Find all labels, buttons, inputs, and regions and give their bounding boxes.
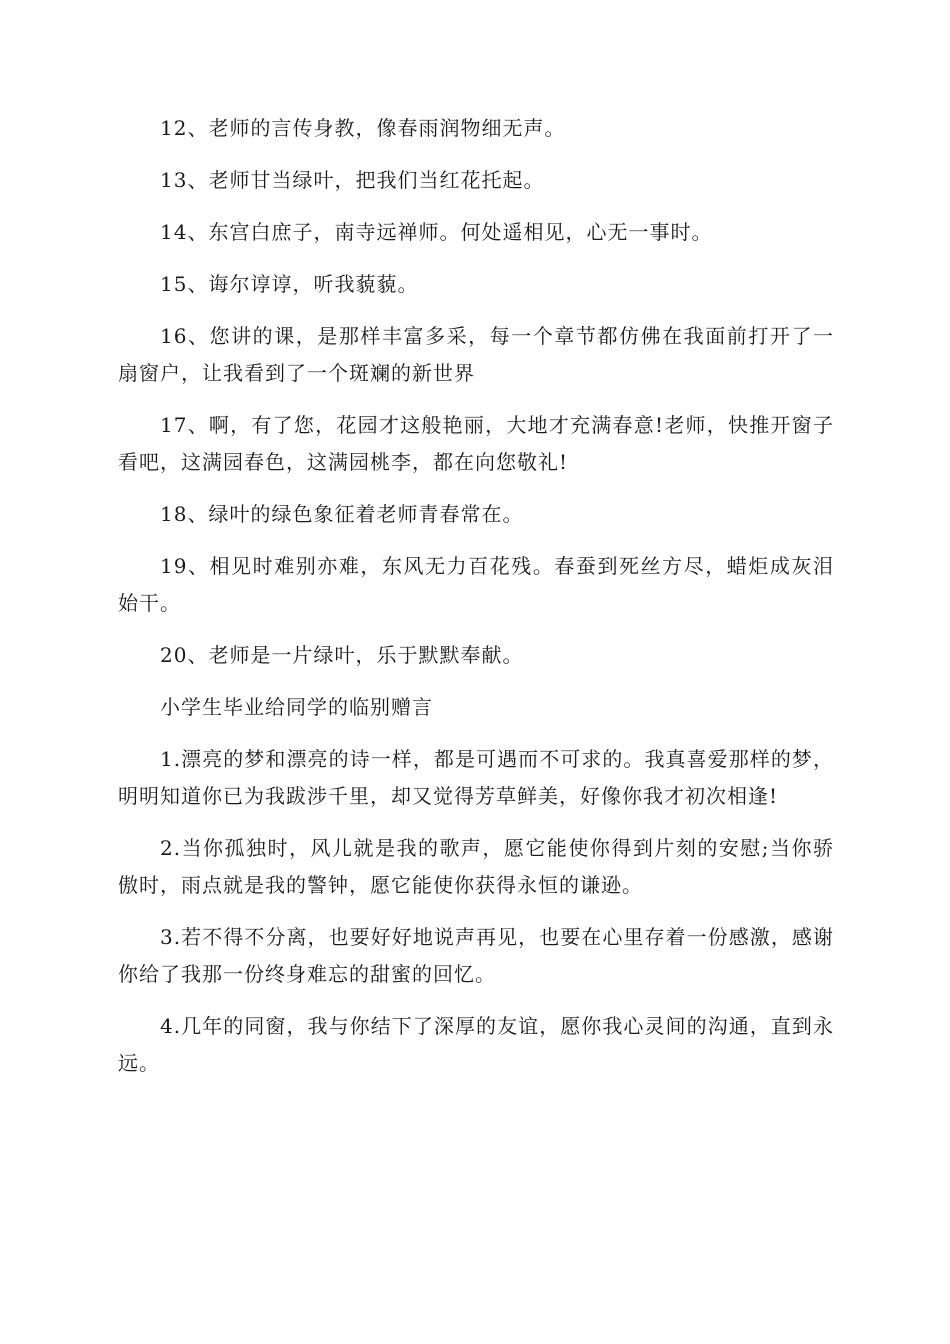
paragraph-14: 14、东宫白庶子，南寺远禅师。何处遥相见，心无一事时。 [160,220,713,244]
paragraph-16: 16、您讲的课，是那样丰富多采，每一个章节都仿佛在我面前打开了一扇窗户，让我看到了一个斑斓的新世界 [118,324,834,385]
paragraph-15: 15、诲尔谆谆，听我藐藐。 [160,272,419,296]
paragraph-17: 17、啊，有了您，花园才这般艳丽，大地才充满春意!老师，快推开窗子看吧，这满园春色，这满园桃李，都在向您敬礼! [118,413,834,474]
document-body [118,110,834,1097]
farewell-4: 4.几年的同窗，我与你结下了深厚的友谊，愿你我心灵间的沟通，直到永远。 [118,1014,834,1075]
farewell-3: 3.若不得不分离，也要好好地说声再见，也要在心里存着一份感激，感谢你给了我那一份终身难忘的甜蜜的回忆。 [118,925,834,986]
section-heading: 小学生毕业给同学的临别赠言 [160,695,433,719]
paragraph-13: 13、老师甘当绿叶，把我们当红花托起。 [160,168,545,192]
farewell-2: 2.当你孤独时，风儿就是我的歌声，愿它能使你得到片刻的安慰;当你骄傲时，雨点就是我的警钟，愿它能使你获得永恒的谦逊。 [118,836,834,897]
paragraph-18: 18、绿叶的绿色象征着老师青春常在。 [160,502,524,526]
paragraph-20: 20、老师是一片绿叶，乐于默默奉献。 [160,643,524,667]
paragraph-19: 19、相见时难别亦难，东风无力百花残。春蚕到死丝方尽，蜡炬成灰泪始干。 [118,554,834,615]
farewell-1: 1.漂亮的梦和漂亮的诗一样，都是可遇而不可求的。我真喜爱那样的梦，明明知道你已为我跋涉千里，却又觉得芳草鲜美，好像你我才初次相逢! [118,747,834,808]
paragraph-12: 12、老师的言传身教，像春雨润物细无声。 [160,116,566,140]
